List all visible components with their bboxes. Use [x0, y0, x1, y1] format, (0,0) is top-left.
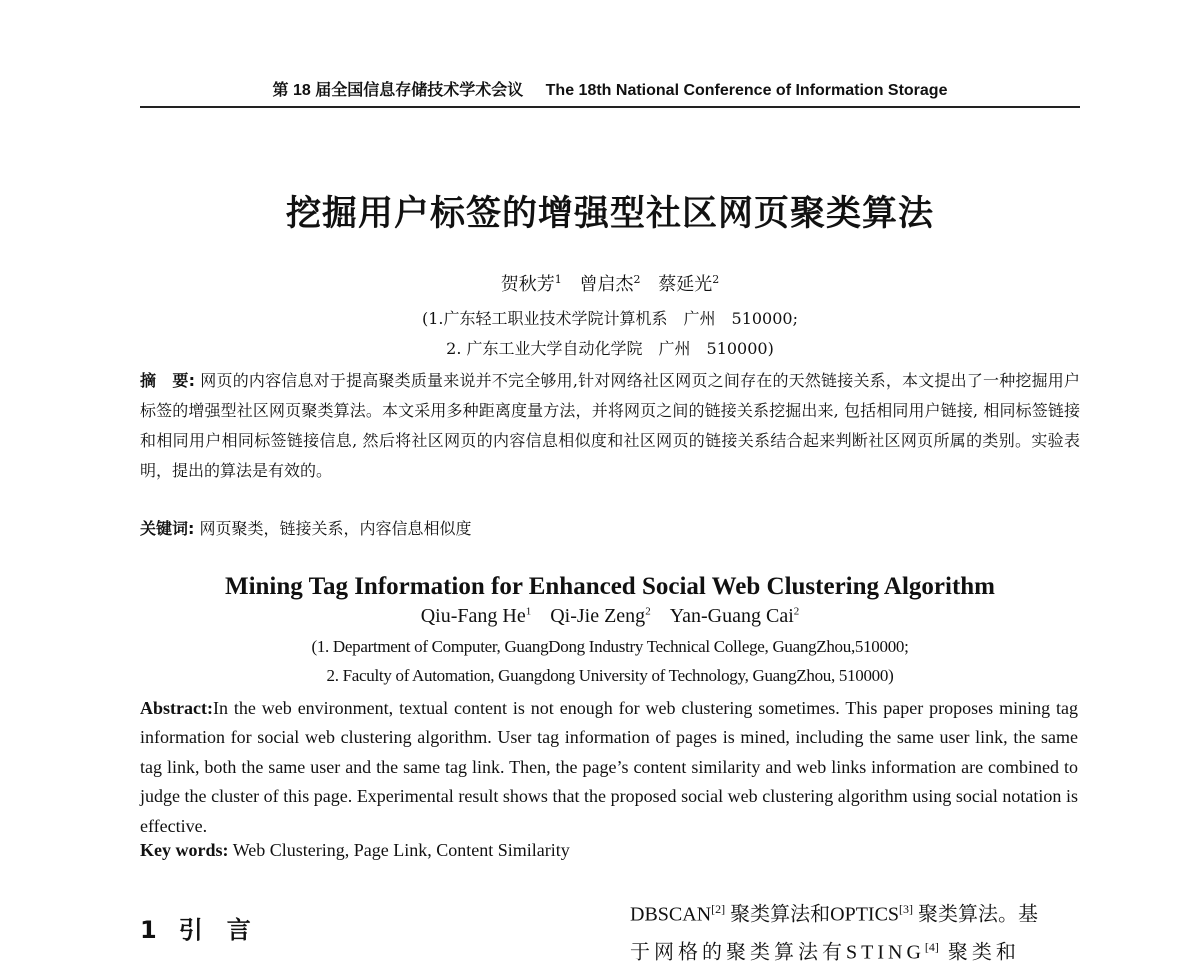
keywords-en-text: Web Clustering, Page Link, Content Similarity	[232, 840, 570, 860]
body-text: 聚类和	[938, 941, 1020, 964]
abstract-en-text: In the web environment, textual content is not enough for web clustering sometimes. This paper proposes mining tag information for social web clustering algorithm. User tag information of pages is mined, including the same user link, the same tag link, both the same user and the same tag link. Then, the page’s content similarity and web links information are combined to judge the cluster of this page. Experimental result shows that the proposed social web clustering algorithm using social notation is effective.	[140, 698, 1078, 836]
keywords-en	[140, 840, 1080, 861]
author-cn-2: 曾启杰$^2$	[579, 273, 641, 295]
body-text: 聚类算法和OPTICS	[725, 903, 900, 926]
author-en-1: Qiu-Fang He$^1$	[420, 605, 532, 627]
author-en-2: Qi-Jie Zeng$^2$	[550, 605, 651, 627]
section-number: 1	[140, 916, 157, 944]
body-text: 于网格的聚类算法有STING	[630, 941, 925, 964]
affiliation-cn-2: 2. 广东工业大学自动化学院 广州 510000)	[446, 339, 774, 358]
author-cn-1: 贺秋芳$^1$	[500, 273, 562, 295]
keywords-en-label: Key words:	[140, 840, 229, 860]
affiliation-en-1: (1. Department of Computer, GuangDong Industry Technical College, GuangZhou,510000;	[311, 637, 909, 656]
affiliation-en-2: 2. Faculty of Automation, Guangdong University of Technology, GuangZhou, 510000)	[326, 666, 894, 685]
keywords-cn-text: 网页聚类，链接关系，内容信息相似度	[199, 519, 472, 538]
authors-en	[140, 605, 1080, 628]
header-cn: 第 18 届全国信息存储技术学术会议	[272, 82, 524, 99]
citation-ref: [4]	[924, 939, 939, 954]
body-right-column	[630, 893, 1078, 968]
keywords-cn-label: 关键词:	[140, 519, 195, 538]
body-text: 聚类算法。基	[913, 903, 1039, 926]
authors-cn	[140, 270, 1080, 296]
title-en: Mining Tag Information for Enhanced Social Web Clustering Algorithm	[224, 573, 995, 600]
abstract-cn-label: 摘 要:	[140, 371, 195, 390]
title-cn: 挖掘用户标签的增强型社区网页聚类算法	[285, 194, 934, 234]
author-cn-3: 蔡延光$^2$	[658, 273, 720, 295]
affiliation-cn-1: (1.广东轻工职业技术学院计算机系 广州 510000;	[422, 309, 798, 328]
citation-ref: [2]	[711, 902, 726, 916]
section-heading-1	[140, 910, 273, 945]
body-text: DBSCAN	[630, 903, 712, 926]
running-header	[140, 78, 1080, 108]
abstract-cn-text: 网页的内容信息对于提高聚类质量来说并不完全够用,针对网络社区网页之间存在的天然链接关系，本文提出了一种挖掘用户标签的增强型社区网页聚类算法。本文采用多种距离度量方法，并将网页之间的链接关系挖掘出来, 包括相同用户链接, 相同标签链接和相同用户相同标签链接信息, 然后将社区网页的内容信息相似度和社区网页的链接关系结合起来判断社区网页所属的类别。实验表明，提出的算法是有效的。	[140, 371, 1081, 480]
abstract-cn	[140, 366, 1080, 486]
abstract-en-label: Abstract:	[140, 698, 213, 718]
keywords-cn	[140, 516, 1080, 539]
header-en: The 18th National Conference of Information Storage	[545, 82, 948, 99]
section-title: 引 言	[178, 916, 251, 944]
citation-ref: [3]	[899, 902, 914, 916]
abstract-en	[140, 694, 1078, 841]
author-en-3: Yan-Guang Cai$^2$	[669, 605, 800, 627]
